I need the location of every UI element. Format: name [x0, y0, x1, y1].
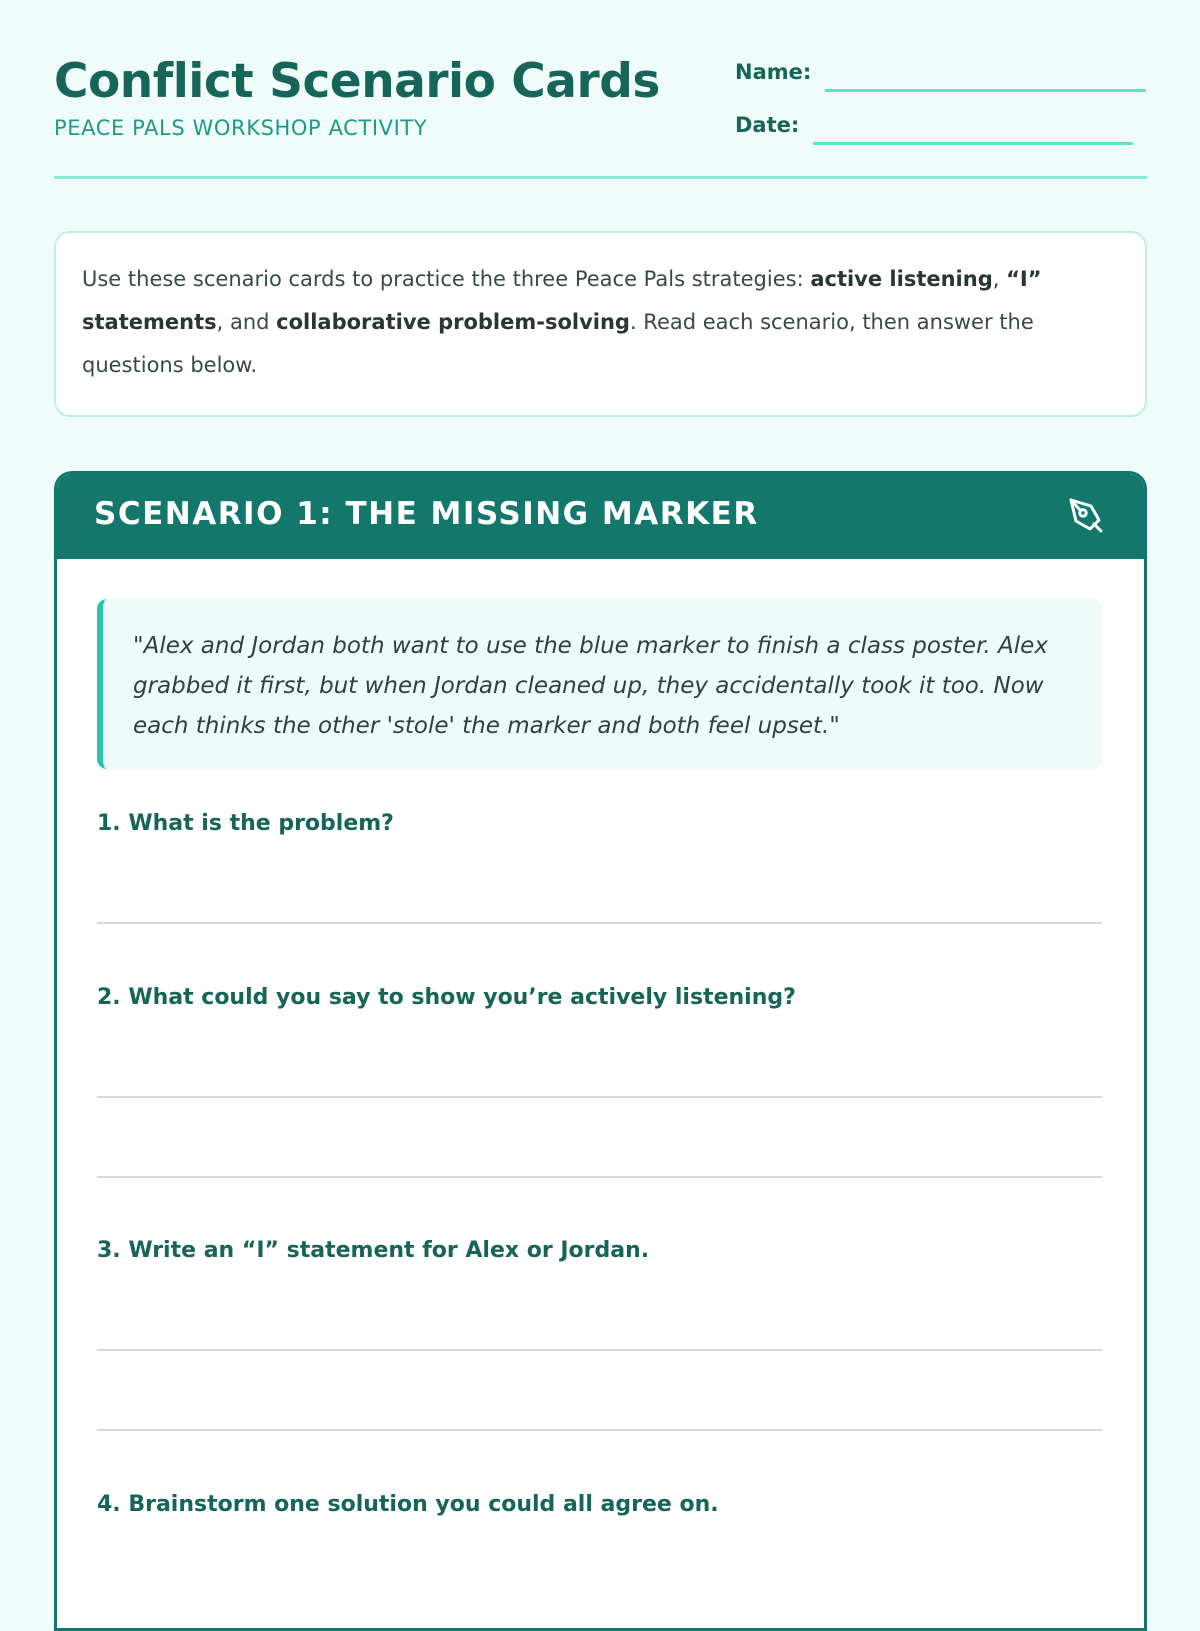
question-label: 2. What could you say to show you’re actively listening?: [97, 985, 796, 1010]
scenario-quote: "Alex and Jordan both want to use the blue marker to finish a class poster. Alex grabbed it first, but when Jordan cleaned up, they accidentally took it too. Now each thinks the other 'stole' the marker and both feel upset.": [97, 599, 1102, 769]
scenario-card: [54, 471, 1147, 1631]
question-3: [97, 1238, 1102, 1263]
instructions-box: [54, 231, 1147, 417]
name-field: [735, 58, 1146, 86]
intro-text: . Read each scenario, then answer the questions below.: [82, 310, 1034, 377]
date-write-line[interactable]: [813, 142, 1133, 145]
date-label: Date:: [735, 113, 800, 137]
worksheet-page: [54, 0, 1147, 1517]
answer-line[interactable]: [97, 1176, 1102, 1178]
answer-line[interactable]: [97, 1096, 1102, 1098]
worksheet-header: [54, 0, 1147, 179]
answer-line[interactable]: [97, 922, 1102, 924]
page-title: Conflict Scenario Cards: [54, 54, 660, 109]
pen-tool-icon: [1066, 496, 1106, 536]
intro-text: Use these scenario cards to practice the three Peace Pals strategies:: [82, 267, 811, 291]
strategy-problem-solving: collaborative problem-solving: [276, 310, 630, 334]
question-4: [97, 1492, 1102, 1517]
question-label: 3. Write an “I” statement for Alex or Jordan.: [97, 1238, 650, 1263]
strategy-active-listening: active listening: [810, 267, 993, 291]
scenario-title: SCENARIO 1: THE MISSING MARKER: [94, 496, 759, 532]
scenario-card-header: [57, 474, 1144, 559]
question-2: [97, 985, 1102, 1010]
intro-text: ,: [992, 267, 1007, 291]
question-label: 1. What is the problem?: [97, 811, 394, 836]
name-write-line[interactable]: [825, 89, 1146, 92]
answer-line[interactable]: [97, 1429, 1102, 1431]
name-label: Name:: [735, 60, 812, 84]
answer-line[interactable]: [97, 1349, 1102, 1351]
question-label: 4. Brainstorm one solution you could all agree on.: [97, 1492, 719, 1517]
question-1: [97, 811, 1102, 836]
strategy-i-statements: “I” statements: [82, 267, 1042, 334]
page-subtitle: PEACE PALS WORKSHOP ACTIVITY: [54, 116, 428, 140]
date-field: [735, 111, 1133, 139]
intro-text: , and: [216, 310, 277, 334]
